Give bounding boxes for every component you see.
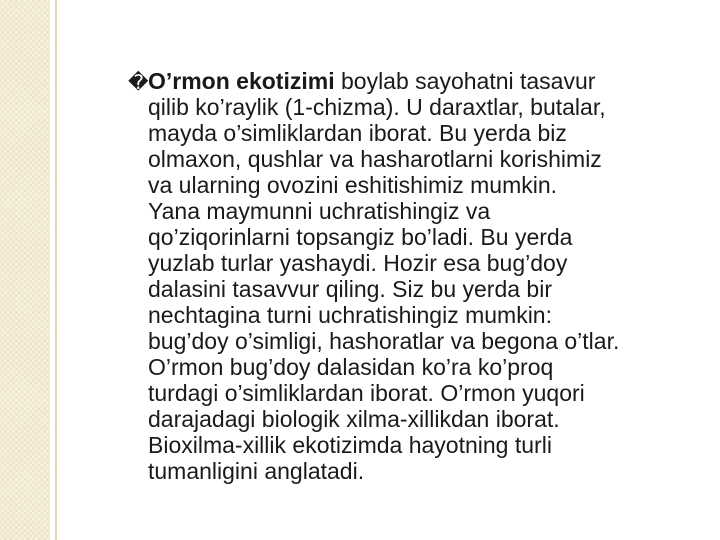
text-line: bug’doy o’simligi, hashoratlar va begona o’tlar. bbox=[148, 328, 620, 354]
text-line: mayda o’simliklardan iborat. Bu yerda biz bbox=[148, 120, 567, 146]
decorative-divider-line bbox=[55, 0, 57, 540]
text-line: Yana maymunni uchratishingiz va bbox=[148, 198, 491, 224]
text-line: O’rmon bug’doy dalasidan ko’ra ko’proq bbox=[148, 354, 554, 380]
text-line: darajadagi biologik xilma-xillikdan iborat. bbox=[148, 406, 560, 432]
text-line: boylab sayohatni tasavur bbox=[334, 68, 596, 94]
text-line: tumanligini anglatadi. bbox=[148, 458, 365, 484]
bullet-icon: � bbox=[128, 70, 149, 94]
lead-term: O’rmon ekotizimi bbox=[148, 68, 335, 94]
text-line: yuzlab turlar yashaydi. Hozir esa bug’doy bbox=[148, 250, 568, 276]
text-line: Bioxilma-xillik ekotizimda hayotning turli bbox=[148, 432, 552, 458]
slide-text-body bbox=[128, 68, 714, 484]
text-line: nechtagina turni uchratishingiz mumkin: bbox=[148, 302, 552, 328]
text-line: va ularning ovozini eshitishimiz mumkin. bbox=[148, 172, 558, 198]
decorative-left-band bbox=[0, 0, 50, 540]
paragraph bbox=[148, 68, 714, 484]
text-line: dalasini tasavvur qiling. Siz bu yerda bir bbox=[148, 276, 552, 302]
text-line: qo’ziqorinlarni topsangiz bo’ladi. Bu yerda bbox=[148, 224, 573, 250]
text-line: olmaxon, qushlar va hasharotlarni korishimiz bbox=[148, 146, 602, 172]
text-line: turdagi o’simliklardan iborat. O’rmon yuqori bbox=[148, 380, 585, 406]
text-line: qilib ko’raylik (1-chizma). U daraxtlar, butalar, bbox=[148, 94, 606, 120]
